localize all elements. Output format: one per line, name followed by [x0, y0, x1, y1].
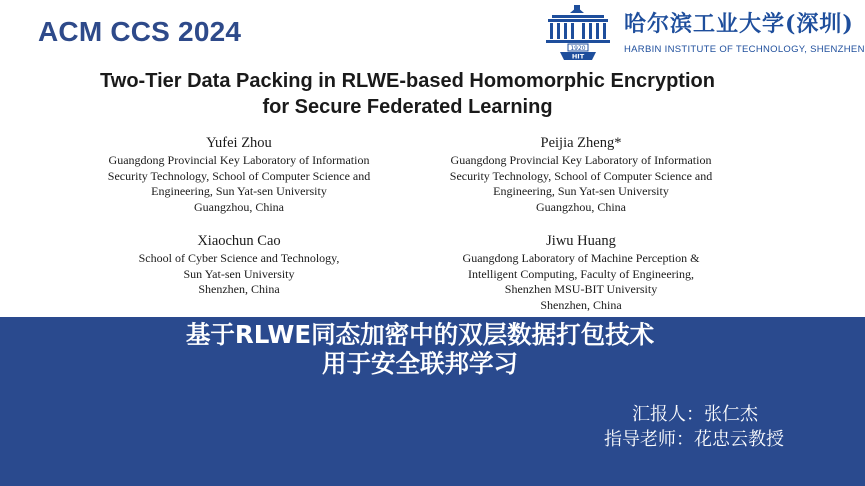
author-name: Yufei Zhou: [206, 135, 272, 151]
author-affiliation-line: Sun Yat-sen University: [183, 266, 295, 281]
paper-title-line-1: Two-Tier Data Packing in RLWE-based Homomorphic Encryption: [100, 70, 715, 92]
presenter-label: 汇报人：张仁杰: [632, 404, 758, 425]
author-affiliation-line: Engineering, Sun Yat-sen University: [493, 184, 669, 198]
author-affiliation-line: Intelligent Computing, Faculty of Engineering,: [468, 266, 694, 281]
paper-title: [0, 68, 815, 120]
university-chinese-name: 哈尔滨工业大学(深圳): [624, 11, 854, 37]
author-affiliation-line: School of Cyber Science and Technology,: [138, 251, 340, 265]
chinese-title-line-2: 用于安全联邦学习: [322, 349, 518, 378]
author-affiliation-line: Guangdong Provincial Key Laboratory of Information: [450, 153, 712, 167]
author-affiliation-line: Shenzhen, China: [540, 297, 622, 312]
author-affiliation-line: Guangzhou, China: [194, 199, 284, 214]
author-affiliation-line: Engineering, Sun Yat-sen University: [151, 184, 327, 198]
hit-emblem-icon: [540, 3, 620, 63]
author-affiliation-line: Shenzhen MSU-BIT University: [504, 282, 658, 296]
university-logo: [540, 3, 865, 63]
author-block: [422, 133, 740, 215]
author-name: Jiwu Huang: [546, 233, 616, 249]
author-block: [80, 133, 398, 215]
author-name: Xiaochun Cao: [197, 233, 281, 249]
author-affiliation-line: Guangzhou, China: [536, 199, 626, 214]
emblem-year: 1920: [570, 45, 586, 52]
author-affiliation-line: Security Technology, School of Computer Science and: [449, 168, 713, 183]
author-name: Peijia Zheng*: [540, 135, 622, 151]
author-affiliation-line: Guangdong Laboratory of Machine Perception &: [462, 251, 700, 265]
author-affiliation-line: Security Technology, School of Computer Science and: [107, 168, 371, 183]
conference-label: ACM CCS 2024: [38, 16, 242, 47]
advisor-label: 指导老师：花忠云教授: [604, 429, 784, 450]
author-block: [110, 231, 368, 298]
author-affiliation-line: Shenzhen, China: [198, 282, 280, 296]
university-english-name: HARBIN INSTITUTE OF TECHNOLOGY, SHENZHEN: [624, 44, 865, 55]
chinese-title-line-1: 基于RLWE同态加密中的双层数据打包技术: [185, 320, 655, 349]
paper-title-line-2: for Secure Federated Learning: [262, 96, 553, 118]
emblem-text: HIT: [571, 52, 585, 61]
author-block: [430, 231, 732, 313]
author-affiliation-line: Guangdong Provincial Key Laboratory of Information: [108, 153, 370, 167]
chinese-title: [0, 320, 840, 378]
